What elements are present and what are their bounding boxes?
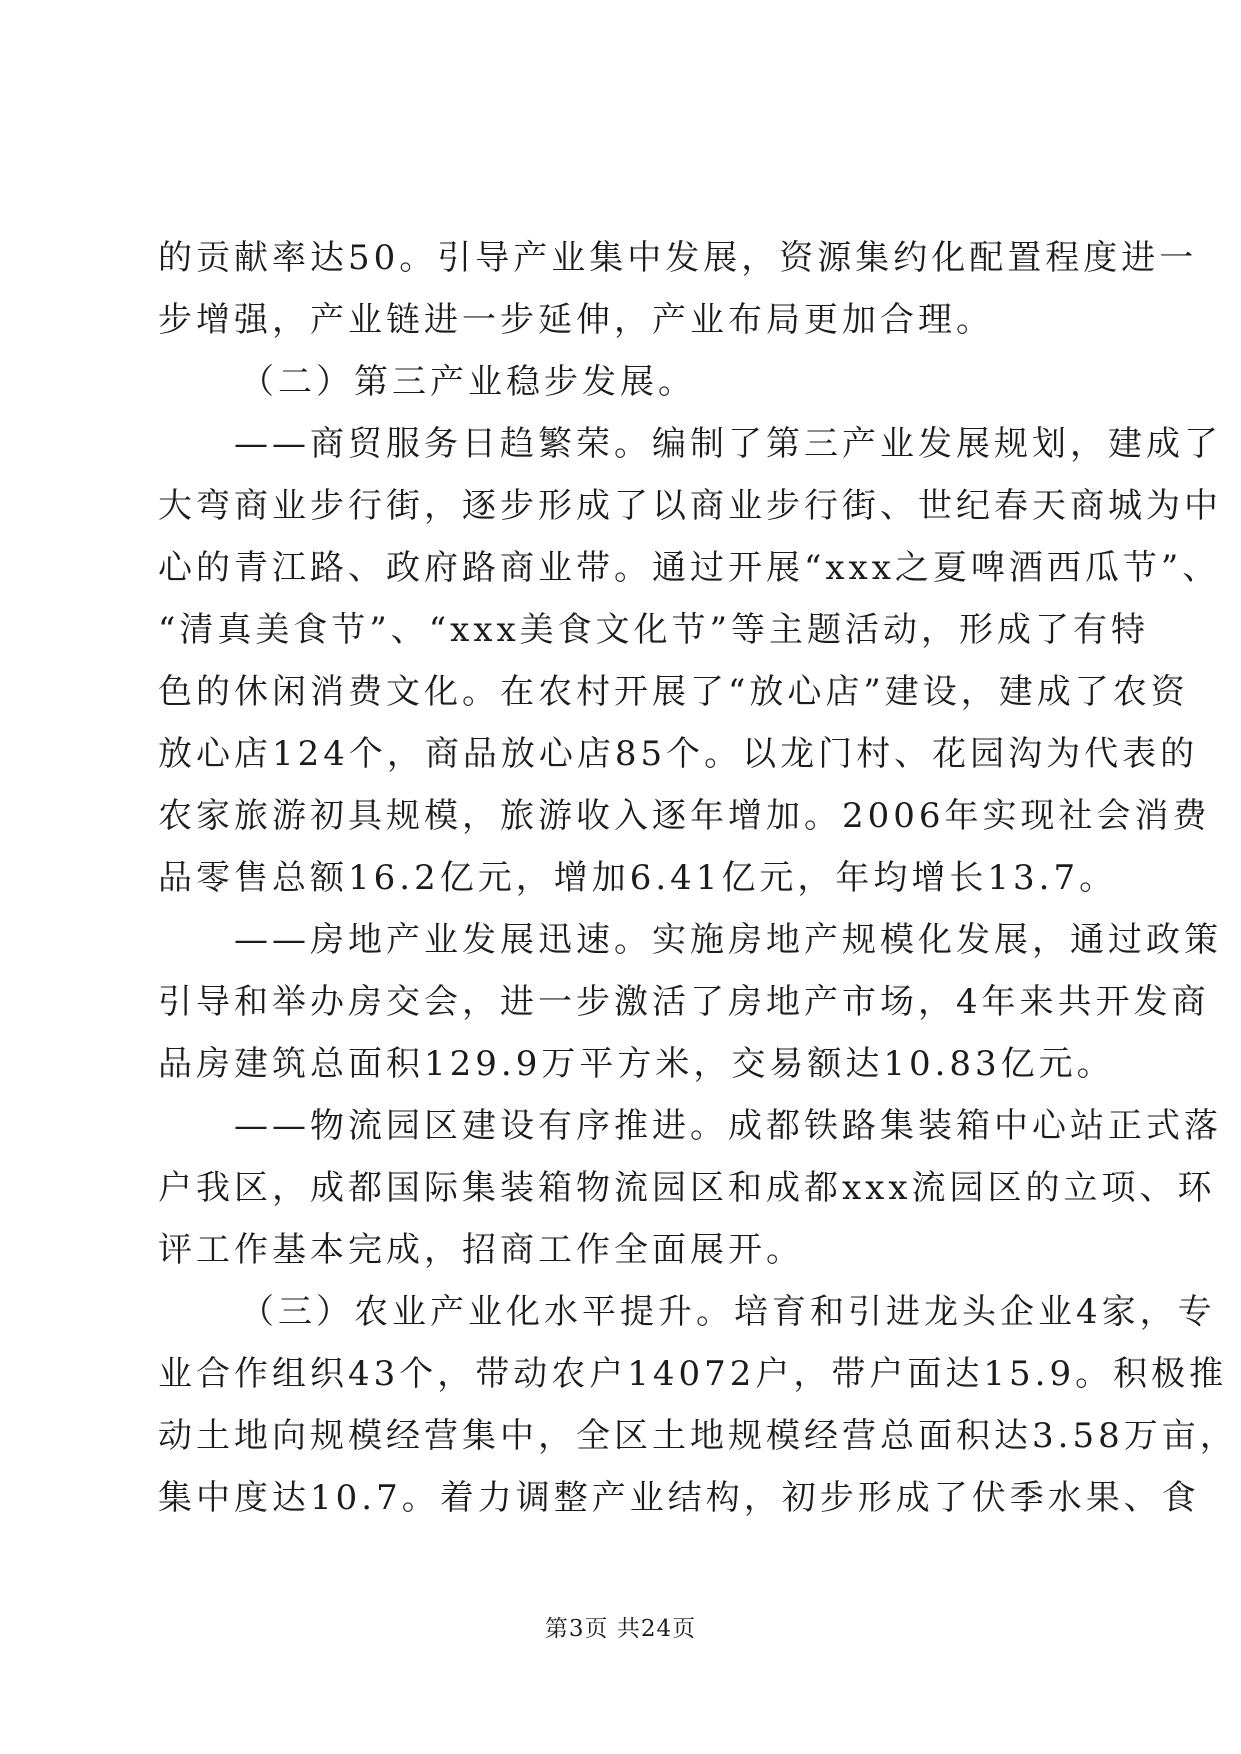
text-line: 品零售总额16.2亿元，增加6.41亿元，年均增长13.7。 xyxy=(158,858,1118,898)
text-line: 品房建筑总面积129.9万平方米，交易额达10.83亿元。 xyxy=(158,1044,1115,1084)
text-line: 动土地向规模经营集中，全区土地规模经营总面积达3.58万亩， xyxy=(158,1416,1238,1456)
section-heading: （二）第三产业稳步发展。 xyxy=(240,362,696,402)
text-line: ——商贸服务日趋繁荣。编制了第三产业发展规划，建成了 xyxy=(234,424,1222,464)
text-line: 步增强，产业链进一步延伸，产业布局更加合理。 xyxy=(158,300,994,340)
text-line: 的贡献率达50。引导产业集中发展，资源集约化配置程度进一 xyxy=(158,238,1198,278)
text-line: 心的青江路、政府路商业带。通过开展“xxx之夏啤酒西瓜节”、 xyxy=(158,548,1221,588)
text-line: 放心店124个，商品放心店85个。以龙门村、花园沟为代表的 xyxy=(158,734,1199,774)
text-line: 引导和举办房交会，进一步激活了房地产市场，4年来共开发商 xyxy=(158,982,1210,1022)
text-line: 户我区，成都国际集装箱物流园区和成都xxx流园区的立项、环 xyxy=(158,1168,1216,1208)
text-line: 色的休闲消费文化。在农村开展了“放心店”建设，建成了农资 xyxy=(158,672,1189,712)
text-line: 评工作基本完成，招商工作全面展开。 xyxy=(158,1230,804,1270)
text-line: 集中度达10.7。着力调整产业结构，初步形成了伏季水果、食 xyxy=(158,1478,1200,1518)
text-line: 大弯商业步行街，逐步形成了以商业步行街、世纪春天商城为中 xyxy=(158,486,1222,526)
section-heading: （三）农业产业化水平提升。培育和引进龙头企业4家，专 xyxy=(240,1292,1216,1332)
text-line: ——房地产业发展迅速。实施房地产规模化发展，通过政策 xyxy=(234,920,1222,960)
text-line: ——物流园区建设有序推进。成都铁路集装箱中心站正式落 xyxy=(234,1106,1222,1146)
document-body xyxy=(158,227,1238,1529)
text-line: 业合作组织43个，带动农户14072户，带户面达15.9。积极推 xyxy=(158,1354,1228,1394)
page-footer: 第3页 共24页 xyxy=(544,1616,697,1642)
text-line: 农家旅游初具规模，旅游收入逐年增加。2006年实现社会消费 xyxy=(158,796,1211,836)
text-line: “清真美食节”、“xxx美食文化节”等主题活动，形成了有特 xyxy=(158,610,1150,650)
